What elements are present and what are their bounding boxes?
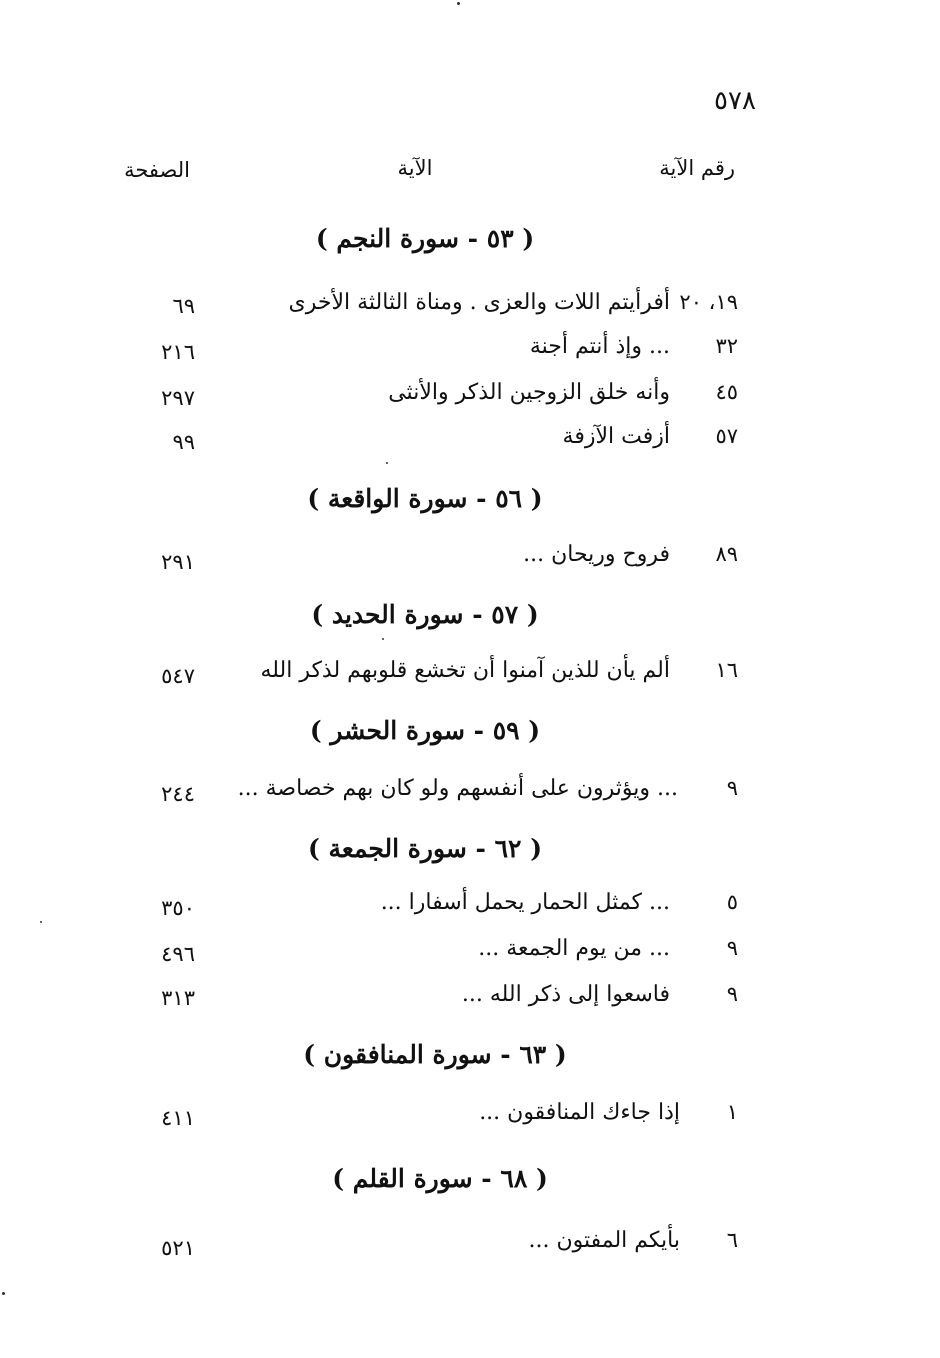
page-ref: ٦٩ xyxy=(172,294,195,318)
ayah-number: ٩ xyxy=(726,776,738,800)
page-ref: ٢٩٧ xyxy=(161,386,195,410)
sura-title: ( ٥٧ - سورة الحديد ) xyxy=(311,600,539,629)
ayah-number: ٣٢ xyxy=(715,334,738,358)
header-ayah-number: رقم الآية xyxy=(659,156,735,180)
ayah-number: ٩ xyxy=(726,982,738,1006)
page-ref: ٤١١ xyxy=(161,1106,195,1130)
sura-title: ( ٦٢ - سورة الجمعة ) xyxy=(307,834,543,863)
scan-speck xyxy=(457,2,460,5)
ayah-number: ٥ xyxy=(726,890,738,914)
page-ref: ٢٩١ xyxy=(161,550,195,574)
page-number: ٥٧٨ xyxy=(714,86,756,116)
ayah-number: ٦ xyxy=(726,1228,738,1252)
page-ref: ٢١٦ xyxy=(161,340,195,364)
ayah-number: ٥٧ xyxy=(715,424,738,448)
ayah-number: ٨٩ xyxy=(715,542,738,566)
scan-speck xyxy=(2,1292,5,1295)
verse-text: إذا جاءك المنافقون ... xyxy=(479,1100,680,1125)
page-ref: ٥٢١ xyxy=(161,1236,195,1260)
page-ref: ٣١٣ xyxy=(161,986,195,1010)
verse-text: وأنه خلق الزوجين الذكر والأنثى xyxy=(388,380,670,405)
sura-title: ( ٦٨ - سورة القلم ) xyxy=(332,1164,548,1193)
scan-speck xyxy=(382,638,384,640)
scan-speck xyxy=(386,462,388,464)
ayah-number: ٤٥ xyxy=(715,380,738,404)
sura-title: ( ٥٩ - سورة الحشر ) xyxy=(309,716,541,745)
verse-text: أزفت الآزفة xyxy=(562,424,670,449)
verse-text: ... من يوم الجمعة ... xyxy=(478,936,670,961)
scan-speck xyxy=(40,921,42,923)
ayah-number: ١ xyxy=(726,1100,738,1124)
ayah-number: ١٩، ٢٠ xyxy=(679,290,738,314)
page-ref: ٣٥٠ xyxy=(161,896,195,920)
header-page: الصفحة xyxy=(124,158,190,182)
ayah-number: ١٦ xyxy=(715,658,738,682)
page-ref: ٥٤٧ xyxy=(161,664,195,688)
verse-text: ... وإذ أنتم أجنة xyxy=(529,334,670,359)
verse-text: ألم يأن للذين آمنوا أن تخشع قلوبهم لذكر الله xyxy=(260,658,670,683)
sura-title: ( ٥٣ - سورة النجم ) xyxy=(315,224,535,253)
verse-text: ... كمثل الحمار يحمل أسفارا ... xyxy=(380,890,670,915)
verse-text: ... ويؤثرون على أنفسهم ولو كان بهم خصاصة ... xyxy=(237,776,678,801)
verse-text: فروح وريحان ... xyxy=(523,542,670,567)
verse-text: أفرأيتم اللات والعزى . ومناة الثالثة الأخرى xyxy=(288,290,670,315)
header-ayah: الآية xyxy=(397,156,433,180)
page-ref: ٤٩٦ xyxy=(161,942,195,966)
page-ref: ٩٩ xyxy=(172,430,195,454)
sura-title: ( ٥٦ - سورة الواقعة ) xyxy=(307,484,543,513)
verse-text: بأيكم المفتون ... xyxy=(528,1228,680,1253)
sura-title: ( ٦٣ - سورة المنافقون ) xyxy=(303,1040,567,1069)
ayah-number: ٩ xyxy=(726,936,738,960)
verse-text: فاسعوا إلى ذكر الله ... xyxy=(461,982,670,1007)
page-ref: ٢٤٤ xyxy=(161,782,195,806)
